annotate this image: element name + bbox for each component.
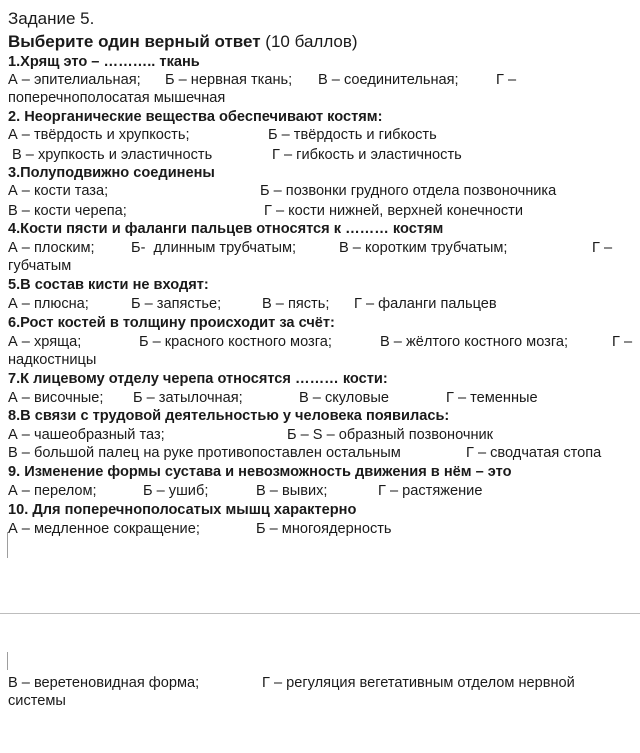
- q9-option-a: А – перелом;: [8, 483, 97, 499]
- q6-option-b: Б – красного костного мозга;: [139, 334, 332, 350]
- q5-option-c: В – пясть;: [262, 296, 330, 312]
- q2-option-b: Б – твёрдость и гибкость: [268, 127, 437, 143]
- q3-option-c: В – кости черепа;: [8, 203, 127, 219]
- q4-option-d-cont: губчатым: [8, 258, 72, 274]
- question-6: 6.Рост костей в толщину происходит за счёт:: [8, 315, 335, 331]
- question-7: 7.К лицевому отделу черепа относятся ……… кости:: [8, 371, 388, 387]
- q10-option-d-cont: системы: [8, 693, 66, 709]
- q4-option-d: Г –: [592, 240, 613, 256]
- q9-option-c: В – вывих;: [256, 483, 328, 499]
- question-1: 1.Хрящ это – ……….. ткань: [8, 54, 200, 70]
- q5-option-a: А – плюсна;: [8, 296, 89, 312]
- question-5: 5.В состав кисти не входят:: [8, 277, 209, 293]
- q2-option-c: В – хрупкость и эластичность: [12, 147, 213, 163]
- q6-option-d-cont: надкостницы: [8, 352, 97, 368]
- q7-option-a: А – височные;: [8, 390, 104, 406]
- question-9: 9. Изменение формы сустава и невозможность движения в нём – это: [8, 464, 512, 480]
- question-8: 8.В связи с трудовой деятельностью у человека появилась:: [8, 408, 450, 424]
- question-10: 10. Для поперечнополосатых мышц характерно: [8, 502, 357, 518]
- q10-option-c: В – веретеновидная форма;: [8, 675, 200, 691]
- q7-option-b: Б – затылочная;: [133, 390, 243, 406]
- q5-option-d: Г – фаланги пальцев: [354, 296, 497, 312]
- q3-option-a: А – кости таза;: [8, 183, 109, 199]
- q10-option-d: Г – регуляция вегетативным отделом нервной: [262, 675, 575, 691]
- q9-option-b: Б – ушиб;: [143, 483, 209, 499]
- page-break-divider: [0, 613, 640, 614]
- question-4: 4.Кости пясти и фаланги пальцев относятся к ……… костям: [8, 221, 444, 237]
- q3-option-b: Б – позвонки грудного отдела позвоночника: [260, 183, 557, 199]
- q2-option-d: Г – гибкость и эластичность: [272, 147, 462, 163]
- q7-option-d: Г – теменные: [446, 390, 538, 406]
- q2-option-a: А – твёрдость и хрупкость;: [8, 127, 190, 143]
- q5-option-b: Б – запястье;: [131, 296, 222, 312]
- q8-option-c: В – большой палец на руке противопоставлен остальным: [8, 445, 401, 461]
- q6-option-d: Г –: [612, 334, 633, 350]
- q10-option-a: А – медленное сокращение;: [8, 521, 200, 537]
- task-title: Задание 5.: [8, 9, 95, 28]
- q1-option-d: Г –: [496, 72, 517, 88]
- q4-option-a: А – плоским;: [8, 240, 95, 256]
- instruction: [8, 31, 358, 53]
- instruction-bold: Выберите один верный ответ: [8, 32, 261, 51]
- page-corner-mark: [7, 652, 8, 670]
- question-3: 3.Полуподвижно соединены: [8, 165, 215, 181]
- q7-option-c: В – скуловые: [299, 390, 389, 406]
- q1-option-a: А – эпителиальная;: [8, 72, 141, 88]
- q9-option-d: Г – растяжение: [378, 483, 483, 499]
- q1-option-b: Б – нервная ткань;: [165, 72, 293, 88]
- instruction-points: (10 баллов): [260, 32, 358, 51]
- q8-option-d: Г – сводчатая стопа: [466, 445, 602, 461]
- q6-option-c: В – жёлтого костного мозга;: [380, 334, 569, 350]
- q8-option-b: Б – S – образный позвоночник: [287, 427, 494, 443]
- q4-option-c: В – коротким трубчатым;: [339, 240, 508, 256]
- q8-option-a: А – чашеобразный таз;: [8, 427, 165, 443]
- q1-option-d-cont: поперечнополосатая мышечная: [8, 90, 226, 106]
- q6-option-a: А – хряща;: [8, 334, 82, 350]
- q4-option-b: Б- длинным трубчатым;: [131, 240, 297, 256]
- question-2: 2. Неорганические вещества обеспечивают костям:: [8, 109, 383, 125]
- q1-option-c: В – соединительная;: [318, 72, 459, 88]
- q3-option-d: Г – кости нижней, верхней конечности: [264, 203, 523, 219]
- q10-option-b: Б – многоядерность: [256, 521, 392, 537]
- text-cursor-mark: [7, 532, 8, 558]
